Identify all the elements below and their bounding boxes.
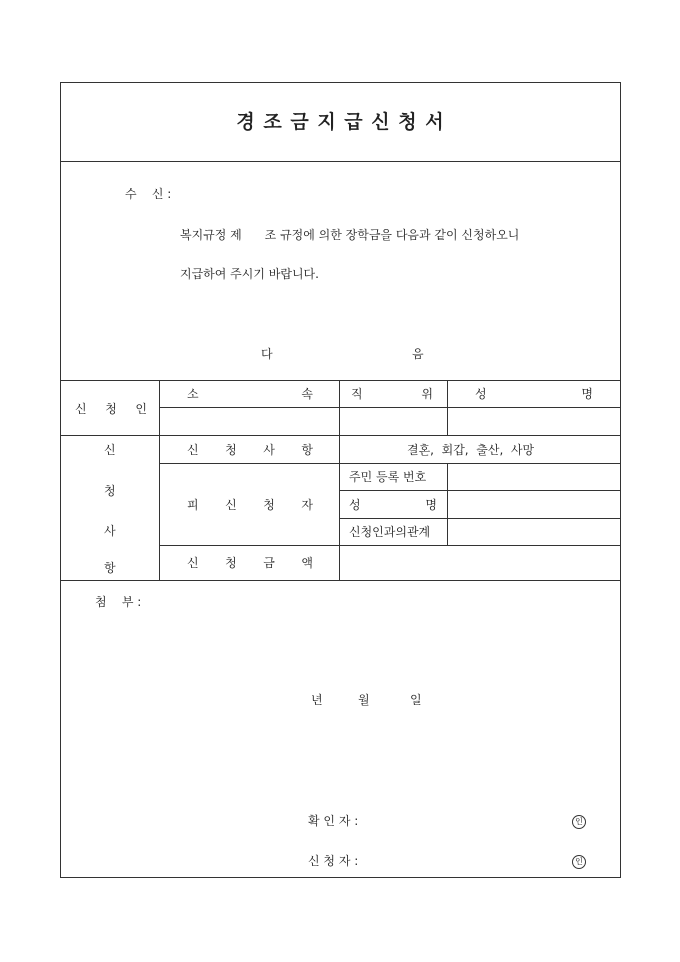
- divider: [340, 490, 620, 491]
- application-form: [60, 82, 621, 878]
- amount-label: 신 청 금 액: [187, 556, 313, 570]
- details-side-label: 청: [104, 484, 116, 498]
- request-item-options: 결혼, 회갑, 출산, 사망: [407, 443, 535, 457]
- header-position: 직 위: [351, 387, 433, 401]
- attachment-label: 첨 부 :: [95, 595, 142, 609]
- details-side-label: 항: [104, 561, 116, 575]
- subject-name-label: 성 명: [349, 498, 437, 512]
- divider: [61, 580, 620, 581]
- confirmer-label: 확 인 자 :: [308, 814, 359, 828]
- notice-left: 다: [261, 347, 273, 361]
- divider: [160, 463, 620, 464]
- divider: [61, 380, 620, 381]
- divider: [447, 463, 448, 545]
- divider: [160, 407, 620, 408]
- divider: [447, 380, 448, 435]
- recipient-label: 수 신 :: [125, 187, 172, 201]
- divider: [340, 518, 620, 519]
- divider: [160, 545, 620, 546]
- divider: [339, 380, 340, 580]
- divider: [61, 435, 620, 436]
- divider: [159, 380, 160, 580]
- date-day: 일: [410, 693, 422, 707]
- applicant-seal-icon: 인: [572, 853, 586, 869]
- form-title: 경 조 금 지 급 신 청 서: [236, 111, 445, 133]
- confirmer-seal-icon: 인: [572, 813, 586, 829]
- date-month: 월: [358, 693, 370, 707]
- relation-label: 신청인과의관계: [349, 525, 431, 539]
- header-name: 성 명: [475, 387, 593, 401]
- id-number-label: 주민 등록 번호: [349, 470, 427, 484]
- body-line-1: 복지규정 제 조 규정에 의한 장학금을 다음과 같이 신청하오니: [180, 228, 520, 242]
- details-side-label: 사: [104, 524, 116, 538]
- applicant-signature-label: 신 청 자 :: [308, 854, 359, 868]
- subject-label: 피 신 청 자: [187, 498, 313, 512]
- body-line-2: 지급하여 주시기 바랍니다.: [180, 267, 319, 281]
- notice-right: 음: [412, 347, 424, 361]
- divider: [61, 161, 620, 162]
- date-year: 년: [311, 693, 323, 707]
- header-dept: 소 속: [187, 387, 313, 401]
- applicant-label: 신 청 인: [75, 402, 147, 416]
- details-side-label: 신: [104, 443, 116, 457]
- request-item-label: 신 청 사 항: [187, 443, 313, 457]
